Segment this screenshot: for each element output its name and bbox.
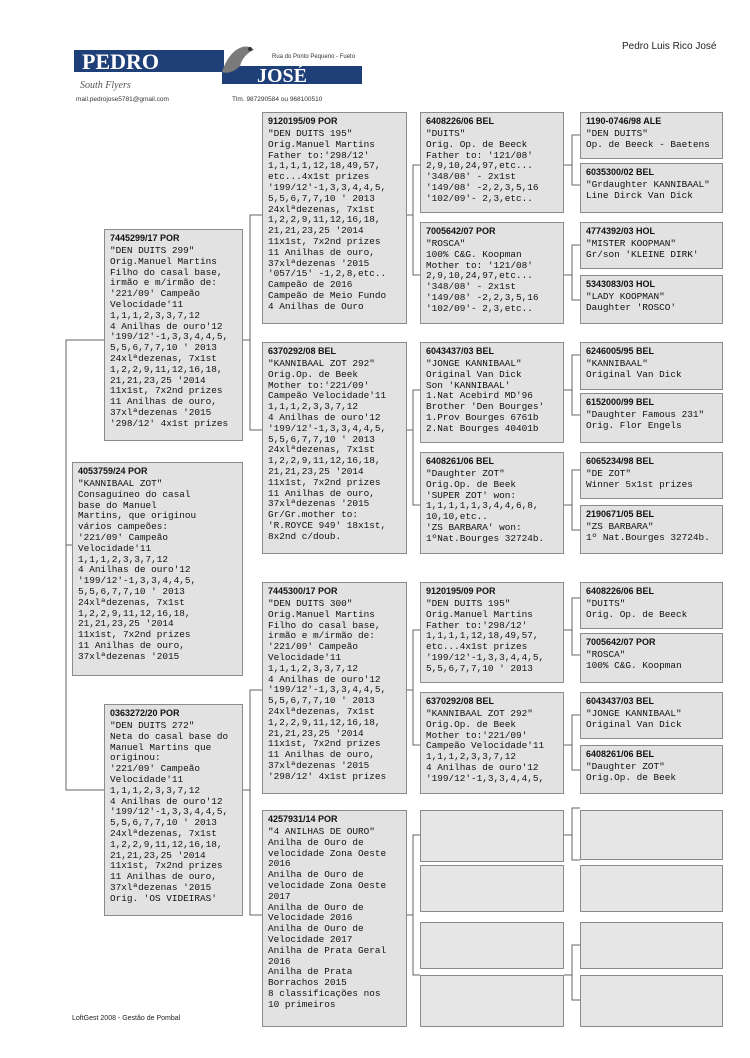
ring-number: 6043437/03 BEL <box>426 346 495 356</box>
card-details: "KANNIBAAL" Original Van Dick <box>586 358 682 380</box>
ring-number: 9120195/09 POR <box>426 586 496 596</box>
pedigree-card-fmff <box>580 342 723 390</box>
logo-subtitle: South Flyers <box>80 80 131 91</box>
card-details: "Daughter ZOT" Orig.Op. de Beek 'SUPER ZOT' won: 1,1,1,1,1,3,4,4,6,8, 10,10,etc.. 'ZS BARBARA' won: 1ºNat.Bourges 32724b. <box>426 468 545 544</box>
loft-logo <box>72 42 372 104</box>
card-details: "KANNIBAAL ZOT" Consaguíneo do casal base do Manuel Martins, que originou vários campeões: '221/09' Campeão Velocidade'11 1,1,1,2,3,3,7,12 4 Anilhas de ouro'12 '199/12'-1,3,3,4,4,5, 5,5,6,7,7,10 ' 2013 24xlªdezenas, 7x1st 1,2,2,9,11,12,16,18, 21,21,23,25 '2014 11x1st, 7x2nd prizes 11 Anilhas de ouro, 37xlªdezenas '2015 <box>78 478 197 662</box>
ring-number: 4053759/24 POR <box>78 466 148 476</box>
pedigree-card-mfff <box>580 582 723 629</box>
pedigree-card-fff <box>420 112 564 213</box>
logo-email: mail.pedrojose5781@gmail.com <box>76 96 169 103</box>
footer-text: LoftGest 2008 - Gestão de Pombal <box>72 1015 181 1022</box>
pedigree-card-father <box>104 229 243 441</box>
logo-street: Rua do Ponto Pequeno - Fueto <box>272 54 356 60</box>
ring-number: 7005642/07 POR <box>426 226 496 236</box>
ring-number: 0363272/20 POR <box>110 708 180 718</box>
owner-name: Pedro Luis Rico José <box>622 41 717 52</box>
card-details: "KANNIBAAL ZOT 292" Orig.Op. de Beek Mother to:'221/09' Campeão Velocidade'11 1,1,1,2,3,3,7,12 4 Anilhas de ouro'12 '199/12'-1,3,3,4,4,5, <box>426 708 545 784</box>
card-details: "DEN DUITS 195" Orig.Manuel Martins Father to:'298/12' 1,1,1,1,12,18,49,57, etc...4x1st prizes '199/12'-1,3,3,4,4,5, 5,5,6,7,7,10 ' 2013 24xlªdezenas, 7x1st 1,2,2,9,11,12,16,18, 21,21,23,25 '2014 11x1st, 7x2nd prizes 11 Anilhas de ouro, 37xlªdezenas '2015 '057/15' -1,2,8,etc.. Campeão de 2016 Campeão de Meio Fundo 4 Anilhas de Ouro <box>268 128 387 312</box>
ring-number: 7445300/17 POR <box>268 586 338 596</box>
pedigree-card-empty <box>580 975 723 1027</box>
pedigree-card-ffm <box>420 222 564 324</box>
ring-number: 6408261/06 BEL <box>426 456 495 466</box>
card-details: "DUITS" Orig. Op. de Beeck <box>586 598 688 620</box>
pedigree-card-empty <box>420 865 564 912</box>
pedigree-card-ffff <box>580 112 723 159</box>
ring-number: 5343083/03 HOL <box>586 279 656 289</box>
ring-number: 6408261/06 BEL <box>586 749 655 759</box>
card-details: "DEN DUITS" Op. de Beeck - Baetens <box>586 128 710 150</box>
pedigree-card-mf <box>262 582 407 794</box>
pedigree-card-fmfm <box>580 393 723 443</box>
pedigree-card-mff <box>420 582 564 683</box>
ring-number: 6370292/08 BEL <box>268 346 337 356</box>
card-details: "ROSCA" 100% C&G. Koopman <box>586 649 682 671</box>
card-details: "Grdaughter KANNIBAAL" Line Dirck Van Dick <box>586 179 710 201</box>
card-details: "4 ANILHAS DE OURO" Anilha de Ouro de velocidade Zona Oeste 2016 Anilha de Ouro de velocidade Zona Oeste 2017 Anilha de Ouro de Velocidade 2016 Anilha de Ouro de Velocidade 2017 Anilha de Prata Geral 2016 Anilha de Prata Borrachos 2015 8 classificações nos 10 primeiros <box>268 826 387 1010</box>
card-details: "KANNIBAAL ZOT 292" Orig.Op. de Beek Mother to:'221/09' Campeão Velocidade'11 1,1,1,2,3,3,7,12 4 Anilhas de ouro'12 '199/12'-1,3,3,4,4,5, 5,5,6,7,7,10 ' 2013 24xlªdezenas, 7x1st 1,2,2,9,11,12,16,18, 21,21,23,25 '2014 11x1st, 7x2nd prizes 11 Anilhas de ouro, 37xlªdezenas '2015 Gr/Gr.mother to: 'R.ROYCE 949' 18x1st, 8x2nd c/doub. <box>268 358 387 542</box>
pedigree-card-ffmm <box>580 275 723 324</box>
pedigree-card-fmmm <box>580 505 723 554</box>
pedigree-card-ffmf <box>580 222 723 269</box>
ring-number: 6035300/02 BEL <box>586 167 655 177</box>
pedigree-card-fmm <box>420 452 564 554</box>
pedigree-card-empty <box>580 810 723 860</box>
pedigree-card-mfm <box>420 692 564 794</box>
pedigree-card-subject <box>72 462 243 676</box>
ring-number: 6408226/06 BEL <box>426 116 495 126</box>
card-details: "JONGE KANNIBAAL" Original Van Dick Son 'KANNIBAAL' 1.Nat Acebird MD'96 Brother 'Den Bourges' 1.Prov Bourges 6761b 2.Nat Bourges 40401b <box>426 358 545 434</box>
pedigree-card-mfmf <box>580 692 723 739</box>
card-details: "LADY KOOPMAN" Daughter 'ROSCO' <box>586 291 677 313</box>
card-details: "JONGE KANNIBAAL" Original Van Dick <box>586 708 682 730</box>
pedigree-card-empty <box>580 922 723 969</box>
pedigree-card-mother <box>104 704 243 916</box>
card-details: "DE ZOT" Winner 5x1st prizes <box>586 468 693 490</box>
ring-number: 6246005/95 BEL <box>586 346 655 356</box>
ring-number: 7445299/17 POR <box>110 233 180 243</box>
ring-number: 4774392/03 HOL <box>586 226 656 236</box>
ring-number: 9120195/09 POR <box>268 116 338 126</box>
card-details: "DEN DUITS 195" Orig.Manuel Martins Father to:'298/12' 1,1,1,1,12,18,49,57, etc...4x1st prizes '199/12'-1,3,3,4,4,5, 5,5,6,7,7,10 ' 2013 <box>426 598 545 674</box>
card-details: "DEN DUITS 272" Neta do casal base do Manuel Martins que originou: '221/09' Campeão Velocidade'11 1,1,1,2,3,3,7,12 4 Anilhas de ouro'12 '199/12'-1,3,3,4,4,5, 5,5,6,7,7,10 ' 2013 24xlªdezenas, 7x1st 1,2,2,9,11,12,16,18, 21,21,23,25 '2014 11x1st, 7x2nd prizes 11 Anilhas de ouro, 37xlªdezenas '2015 Orig. 'OS VIDEIRAS' <box>110 720 229 904</box>
pedigree-card-empty <box>580 865 723 912</box>
pedigree-card-mfmm <box>580 745 723 794</box>
ring-number: 6408226/06 BEL <box>586 586 655 596</box>
pedigree-card-fm <box>262 342 407 554</box>
card-details: "DEN DUITS 299" Orig.Manuel Martins Filho do casal base, irmão e m/irmão de: '221/09' Campeão Velocidade'11 1,1,1,2,3,3,7,12 4 Anilhas de ouro'12 '199/12'-1,3,3,4,4,5, 5,5,6,7,7,10 ' 2013 24xlªdezenas, 7x1st 1,2,2,9,11,12,16,18, 21,21,23,25 '2014 11x1st, 7x2nd prizes 11 Anilhas de ouro, 37xlªdezenas '2015 '298/12' 4x1st prizes <box>110 245 229 429</box>
ring-number: 6065234/98 BEL <box>586 456 655 466</box>
card-details: "ROSCA" 100% C&G. Koopman Mother to: '121/08' 2,9,10,24,97,etc... '348/08' - 2x1st '149/08' -2,2,3,5,16 '102/09'- 2,3,etc.. <box>426 238 539 314</box>
card-details: "DEN DUITS 300" Orig.Manuel Martins Filho do casal base, irmão e m/irmão de: '221/09' Campeão Velocidade'11 1,1,1,2,3,3,7,12 4 Anilhas de ouro'12 '199/12'-1,3,3,4,4,5, 5,5,6,7,7,10 ' 2013 24xlªdezenas, 7x1st 1,2,2,9,11,12,16,18, 21,21,23,25 '2014 11x1st, 7x2nd prizes 11 Anilhas de ouro, 37xlªdezenas '2015 '298/12' 4x1st prizes <box>268 598 387 782</box>
logo-name-part2: JOSÉ <box>257 65 308 87</box>
card-details: "DUITS" Orig. Op. de Beeck Father to: '121/08' 2,9,10,24,97,etc... '348/08' - 2x1st '149/08' -2,2,3,5,16 '102/09'- 2,3,etc.. <box>426 128 539 204</box>
card-details: "Daughter ZOT" Orig.Op. de Beek <box>586 761 677 783</box>
ring-number: 7005642/07 POR <box>586 637 656 647</box>
logo-name-part1: PEDRO <box>82 49 159 74</box>
ring-number: 1190-0746/98 ALE <box>586 116 662 126</box>
ring-number: 6152000/99 BEL <box>586 397 655 407</box>
ring-number: 6043437/03 BEL <box>586 696 655 706</box>
card-details: "MISTER KOOPMAN" Gr/son 'KLEINE DIRK' <box>586 238 699 260</box>
pedigree-card-empty <box>420 810 564 862</box>
pedigree-card-mffm <box>580 633 723 683</box>
ring-number: 4257931/14 POR <box>268 814 338 824</box>
ring-number: 2190671/05 BEL <box>586 509 655 519</box>
logo-phone: Tlm. 987290584 ou 968100510 <box>232 96 323 103</box>
pedigree-card-empty <box>420 975 564 1027</box>
pedigree-card-fmf <box>420 342 564 443</box>
pedigree-card-mm <box>262 810 407 1027</box>
card-details: "Daughter Famous 231" Orig. Flor Engels <box>586 409 705 431</box>
ring-number: 6370292/08 BEL <box>426 696 495 706</box>
pedigree-card-empty <box>420 922 564 969</box>
card-details: "ZS BARBARA" 1º Nat.Bourges 32724b. <box>586 521 710 543</box>
pedigree-card-ff <box>262 112 407 324</box>
pedigree-card-fmmf <box>580 452 723 499</box>
pedigree-card-fffm <box>580 163 723 213</box>
